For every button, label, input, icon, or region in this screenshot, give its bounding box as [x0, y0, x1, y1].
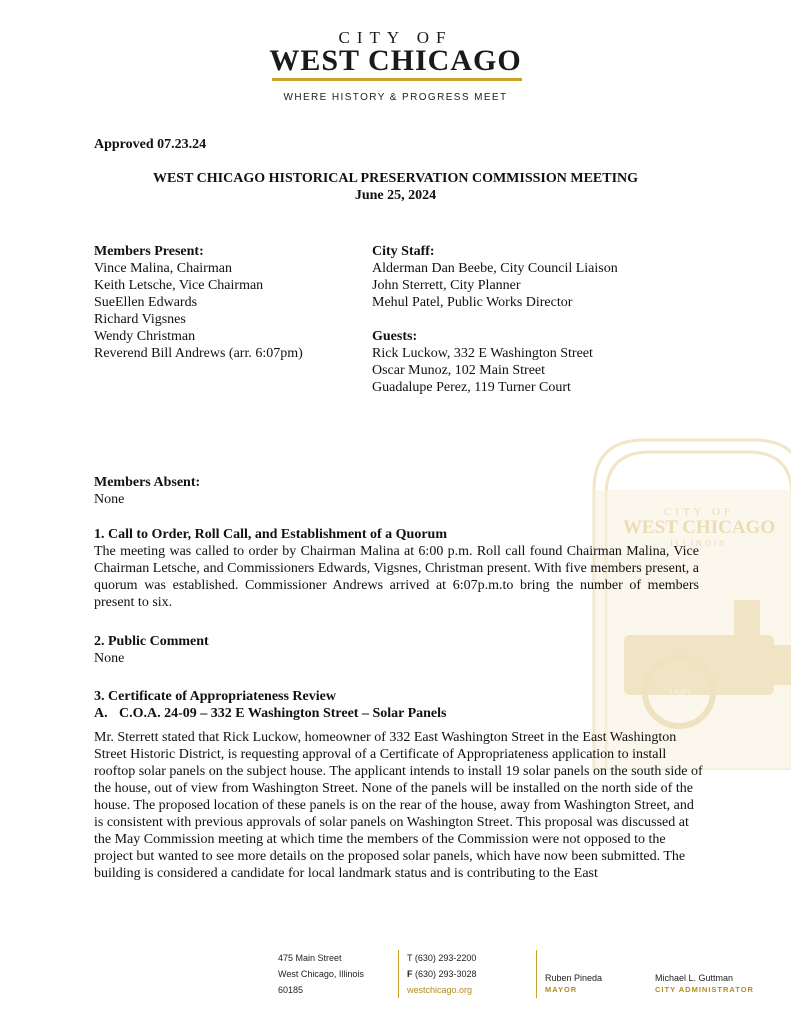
section-2-body: None: [94, 651, 125, 666]
footer-contact: [407, 950, 477, 998]
footer-zip: 60185: [278, 985, 304, 995]
member-name: Vince Malina, Chairman: [94, 261, 232, 276]
footer-city: West Chicago, Illinois: [278, 969, 364, 979]
seal-state: ILLINOIS: [670, 539, 728, 548]
member-name: SueEllen Edwards: [94, 295, 198, 310]
guests-heading: Guests:: [372, 329, 418, 344]
footer-divider: [536, 950, 537, 998]
footer-address: [278, 950, 364, 998]
staff-name: John Sterrett, City Planner: [372, 278, 521, 293]
seal-year: 1849: [668, 687, 690, 699]
members-absent-block: [94, 474, 200, 508]
section-coa-review: [94, 688, 446, 722]
footer-fax-line: [407, 966, 477, 982]
footer-fax-label: F: [407, 969, 413, 979]
section-1-body: The meeting was called to order by Chairman Malina at 6:00 p.m. Roll call found Chairman Malina, Vice Chairman Letsche, and Commissioners Edwards, Vigsnes, Christman present. With five members present, a quorum was established. Commissioner Andrews arrived at 6:07p.m.to bring the number of members present to six.: [94, 544, 699, 610]
member-name: Wendy Christman: [94, 329, 196, 344]
section-3a-letter: A.: [94, 706, 108, 721]
footer-divider: [398, 950, 399, 998]
member-name: Richard Vigsnes: [94, 312, 186, 327]
section-3a-body: Mr. Sterrett stated that Rick Luckow, homeowner of 332 East Washington Street in the East Washington Street Historic District, is requesting approval of a Certificate of Appropriateness application to install rooftop solar panels on the subject house. The applicant intends to install 19 solar panels on the south side of the house, out of view from Washington Street. None of the panels will be installed on the north side of the house. The proposed location of these panels is on the rear of the house, away from Washington Street, and is consistent with previous approvals of solar panels on Washington Street. This proposal was discussed at the May Commission meeting at which time the members of the Commission were not opposed to the project but wanted to see more details on the proposed solar panels, which have now been submitted. The building is considered a candidate for local landmark status and is contributing to the East: [94, 730, 703, 881]
section-3a-title: C.O.A. 24-09 – 332 E Washington Street – Solar Panels: [119, 706, 447, 721]
letterhead-city-of: CITY OF: [338, 28, 453, 47]
members-absent-value: None: [94, 492, 125, 507]
section-3a-heading: [94, 705, 446, 722]
letterhead-city-name: WEST CHICAGO: [269, 44, 522, 77]
footer-mayor: [545, 972, 602, 996]
administrator-name: Michael L. Guttman: [655, 973, 734, 983]
staff-name: Mehul Patel, Public Works Director: [372, 295, 573, 310]
section-public-comment: [94, 633, 209, 667]
staff-name: Alderman Dan Beebe, City Council Liaison: [372, 261, 618, 276]
members-absent-heading: Members Absent:: [94, 475, 201, 490]
footer-website-link[interactable]: westchicago.org: [407, 985, 473, 995]
section-1-heading: [94, 526, 699, 543]
mayor-name: Ruben Pineda: [545, 973, 603, 983]
footer-administrator: [655, 972, 754, 996]
meeting-title: WEST CHICAGO HISTORICAL PRESERVATION COMMISSION MEETING: [152, 171, 639, 186]
members-present-heading: Members Present:: [94, 244, 204, 259]
footer-fax: (630) 293-3028: [415, 969, 477, 979]
letterhead-gold-rule: [272, 78, 522, 81]
guest-name: Guadalupe Perez, 119 Turner Court: [372, 380, 571, 395]
section-2-heading: 2. Public Comment: [94, 634, 209, 649]
administrator-role: CITY ADMINISTRATOR: [655, 985, 754, 994]
meeting-date: June 25, 2024: [354, 188, 437, 203]
seal-city-of: CITY OF: [663, 506, 735, 518]
guest-name: Rick Luckow, 332 E Washington Street: [372, 346, 593, 361]
seal-city-name: WEST CHICAGO: [622, 517, 776, 538]
section-3-heading: 3. Certificate of Appropriateness Review: [94, 689, 336, 704]
member-name: Keith Letsche, Vice Chairman: [94, 278, 264, 293]
footer-street: 475 Main Street: [278, 953, 342, 963]
mayor-role: MAYOR: [545, 985, 578, 994]
footer-phone: T (630) 293-2200: [407, 953, 477, 963]
section-1-title: . Call to Order, Roll Call, and Establishment of a Quorum: [101, 527, 448, 542]
section-1-number: 1: [94, 527, 101, 542]
member-name: Reverend Bill Andrews (arr. 6:07pm): [94, 346, 303, 361]
letterhead-tagline: WHERE HISTORY & PROGRESS MEET: [283, 92, 508, 103]
members-present-block: [94, 243, 364, 362]
approved-date: Approved 07.23.24: [94, 137, 207, 152]
city-staff-heading: City Staff:: [372, 244, 435, 259]
guest-name: Oscar Munoz, 102 Main Street: [372, 363, 546, 378]
staff-guests-block: [372, 243, 692, 396]
section-call-to-order: [94, 526, 699, 611]
